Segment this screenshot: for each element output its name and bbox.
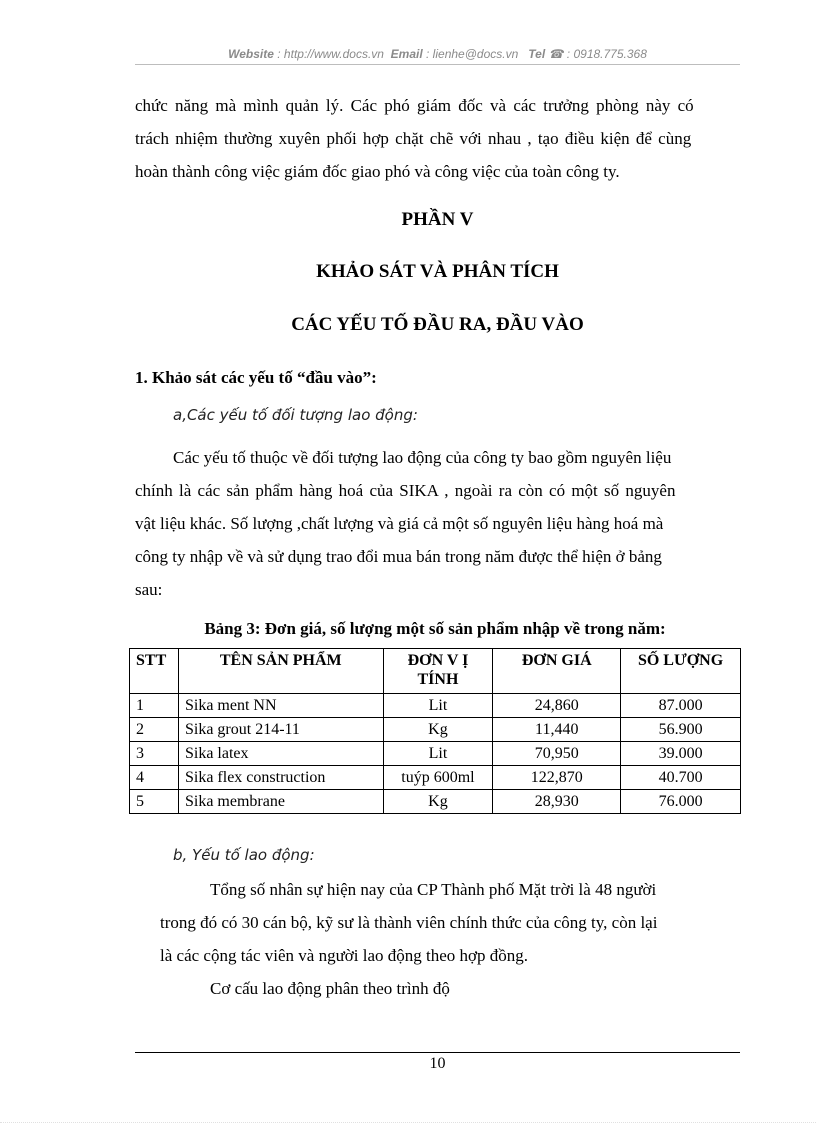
page-header: [135, 47, 740, 61]
cell-price: 24,860: [493, 694, 621, 718]
cell-quantity: 87.000: [621, 694, 741, 718]
paragraph-a: [135, 441, 740, 606]
cell-stt: 3: [130, 742, 179, 766]
cell-price: 28,930: [493, 790, 621, 814]
cell-quantity: 56.900: [621, 718, 741, 742]
cell-stt: 2: [130, 718, 179, 742]
subsection-a-title: a,Các yếu tố đối tượng lao động:: [173, 406, 418, 424]
tel-label: Tel: [528, 47, 546, 61]
col-header-quantity: SỐ LƯỢNG: [621, 649, 741, 694]
cell-unit: Kg: [383, 718, 493, 742]
cell-price: 122,870: [493, 766, 621, 790]
cell-stt: 4: [130, 766, 179, 790]
paragraph-b: [160, 873, 740, 1005]
part-heading: PHẦN V: [401, 209, 474, 230]
col-header-product: TÊN SẢN PHẨM: [178, 649, 383, 694]
cell-unit: Lit: [383, 742, 493, 766]
cell-product: Sika latex: [178, 742, 383, 766]
table-header-row: [130, 649, 741, 694]
intro-paragraph: [135, 89, 740, 188]
website-value: : http://www.docs.vn: [277, 47, 384, 61]
cell-unit: Kg: [383, 790, 493, 814]
paragraph-line: vật liệu khác. Số lượng ,chất lượng và giá cả một số nguyên liệu hàng hoá mà: [135, 514, 664, 533]
paragraph-line: trong đó có 30 cán bộ, kỹ sư là thành viên chính thức của công ty, còn lại: [160, 913, 658, 932]
table-row: [130, 694, 741, 718]
cell-price: 11,440: [493, 718, 621, 742]
cell-product: Sika flex construction: [178, 766, 383, 790]
paragraph-line: là các cộng tác viên và người lao động theo hợp đồng.: [160, 946, 529, 965]
cell-quantity: 39.000: [621, 742, 741, 766]
intro-line: trách nhiệm thường xuyên phối hợp chặt chẽ với nhau , tạo điều kiện để cùng: [135, 129, 692, 148]
cell-product: Sika ment NN: [178, 694, 383, 718]
cell-unit: Lit: [383, 694, 493, 718]
paragraph-line: sau:: [135, 580, 163, 599]
paragraph-line: công ty nhập về và sử dụng trao đổi mua bán trong năm được thể hiện ở bảng: [135, 547, 662, 566]
subsection-b-title: b, Yếu tố lao động:: [173, 846, 315, 864]
header-divider: [135, 64, 740, 65]
table-row: [130, 790, 741, 814]
section-title: 1. Khảo sát các yếu tố “đầu vào”:: [135, 368, 377, 387]
col-header-price: ĐƠN GIÁ: [493, 649, 621, 694]
product-table: [129, 648, 741, 814]
table-row: [130, 766, 741, 790]
intro-line: chức năng mà mình quản lý. Các phó giám đốc và các trưởng phòng này có: [135, 96, 694, 115]
title-heading-1: KHẢO SÁT VÀ PHÂN TÍCH: [316, 261, 559, 282]
col-header-stt: STT: [130, 649, 179, 694]
cell-stt: 5: [130, 790, 179, 814]
cell-quantity: 76.000: [621, 790, 741, 814]
cell-unit: tuýp 600ml: [383, 766, 493, 790]
cell-product: Sika membrane: [178, 790, 383, 814]
cell-price: 70,950: [493, 742, 621, 766]
col-header-unit: ĐƠN V Ị TÍNH: [383, 649, 493, 694]
title-heading-2: CÁC YẾU TỐ ĐẦU RA, ĐẦU VÀO: [291, 314, 584, 335]
website-label: Website: [228, 47, 274, 61]
email-label: Email: [390, 47, 423, 61]
intro-line: hoàn thành công việc giám đốc giao phó và công việc của toàn công ty.: [135, 162, 620, 181]
table-caption: Bảng 3: Đơn giá, số lượng một số sản phẩm nhập về trong năm:: [204, 619, 666, 638]
paragraph-line: chính là các sản phẩm hàng hoá của SIKA , ngoài ra còn có một số nguyên: [135, 481, 676, 500]
cell-quantity: 40.700: [621, 766, 741, 790]
email-value: : lienhe@docs.vn: [426, 47, 519, 61]
paragraph-line: Tổng số nhân sự hiện nay của CP Thành phố Mặt trời là 48 người: [210, 880, 657, 899]
paragraph-line: Các yếu tố thuộc về đối tượng lao động của công ty bao gồm nguyên liệu: [173, 448, 672, 467]
paragraph-line: Cơ cấu lao động phân theo trình độ: [210, 979, 450, 998]
table-row: [130, 742, 741, 766]
footer-divider: [135, 1052, 740, 1053]
tel-value: ☎ : 0918.775.368: [548, 47, 647, 61]
table-row: [130, 718, 741, 742]
cell-product: Sika grout 214-11: [178, 718, 383, 742]
cell-stt: 1: [130, 694, 179, 718]
page-number: 10: [429, 1055, 446, 1072]
